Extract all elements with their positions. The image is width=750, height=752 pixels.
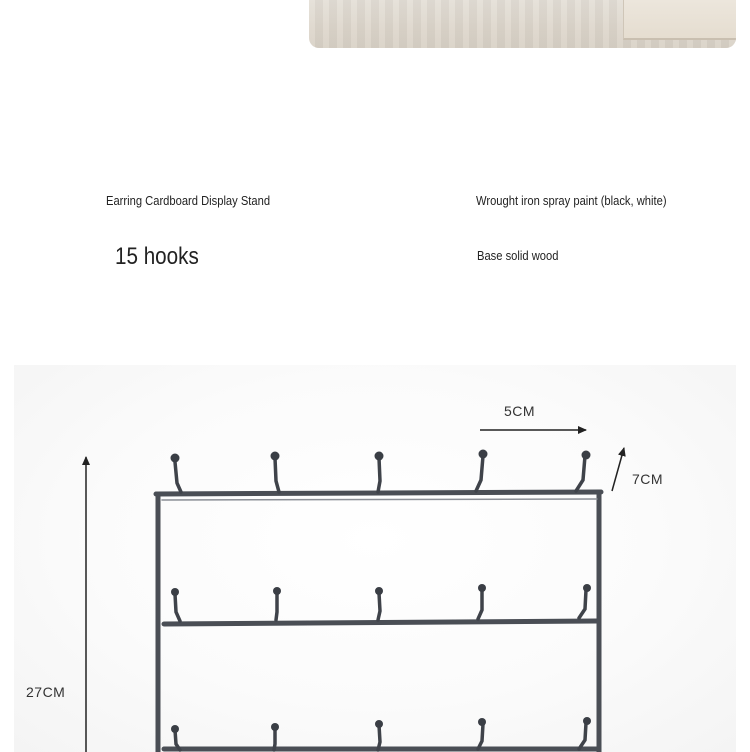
hooks-row-top	[175, 456, 585, 492]
base-material-label: Base solid wood	[477, 248, 559, 263]
hooks-count-label: 15 hooks	[115, 243, 199, 270]
depth-dimension-label: 7CM	[632, 471, 664, 487]
product-name-label: Earring Cardboard Display Stand	[106, 193, 271, 208]
width-dimension-label: 5CM	[504, 403, 536, 419]
depth-arrow	[612, 448, 624, 491]
hook-tips-middle	[171, 584, 591, 596]
material-label: Wrought iron spray paint (black, white)	[476, 193, 667, 208]
stand-frame	[156, 492, 601, 752]
height-dimension-label: 27CM	[26, 684, 66, 700]
